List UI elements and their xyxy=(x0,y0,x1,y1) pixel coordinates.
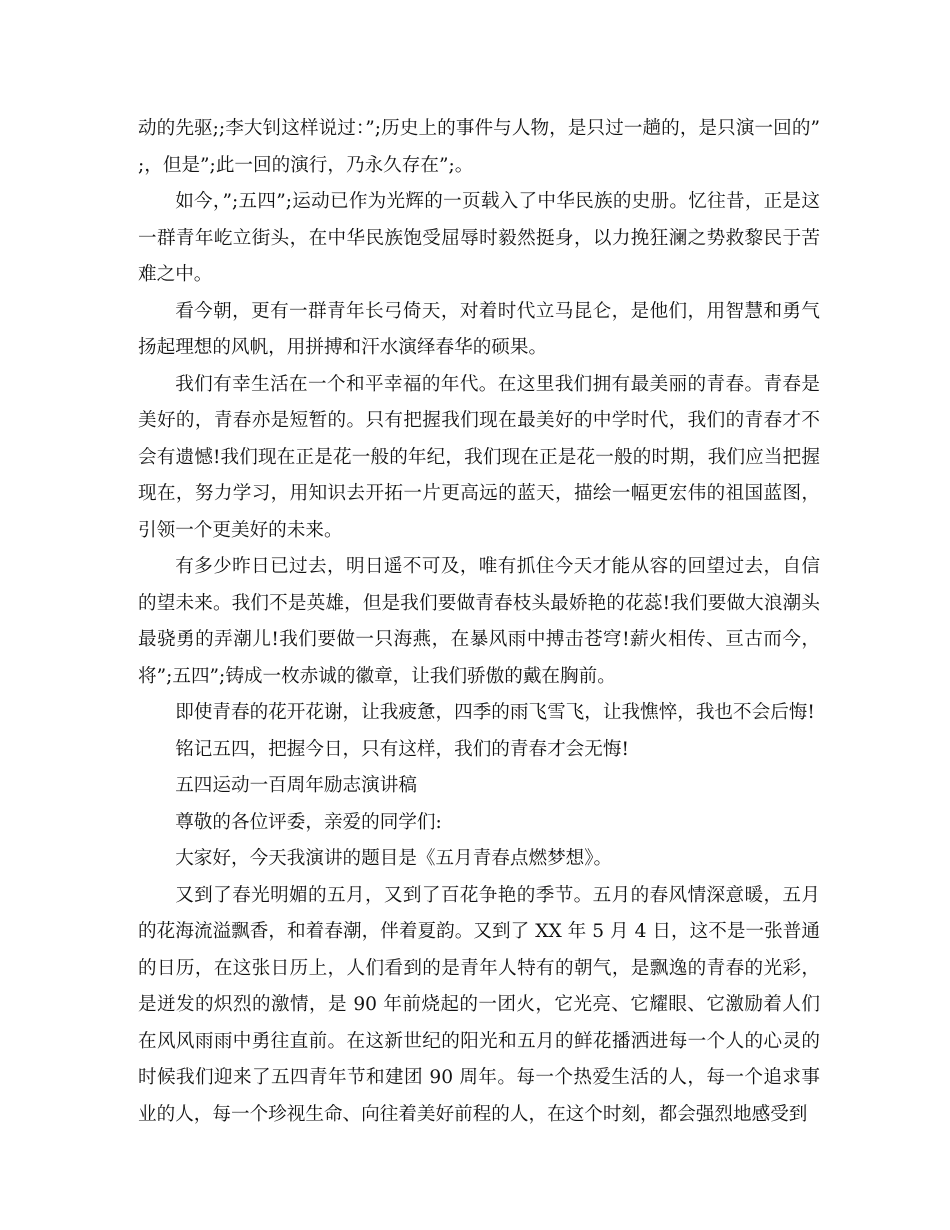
paragraph-7: 铭记五四，把握今日，只有这样，我们的青春才会无悔! xyxy=(175,738,629,760)
salutation: 尊敬的各位评委，亲爱的同学们: xyxy=(175,811,442,833)
paragraph-4: 我们有幸生活在一个和平幸福的年代。在这里我们拥有最美丽的青春。青春是美好的，青春亦是短暂的。只有把握我们现在最美好的中学时代，我们的青春才不会有遗憾!我们现在正是花一般的年纪，我们现在正是花一般的时期，我们应当把握现在，努力学习，用知识去开拓一片更高远的蓝天，描绘一幅更宏伟的祖国蓝图，引领一个更美好的未来。 xyxy=(138,373,820,541)
paragraph-6: 即使青春的花开花谢，让我疲惫，四季的雨飞雪飞，让我憔悴，我也不会后悔! xyxy=(175,702,815,723)
paragraph-2: 如今，”;五四”;运动已作为光辉的一页载入了中华民族的史册。忆往昔，正是这一群青年屹立街头，在中华民族饱受屈辱时毅然挺身，以力挽狂澜之势救黎民于苦难之中。 xyxy=(138,191,820,285)
speech-topic: 大家好，今天我演讲的题目是《五月青春点燃梦想》。 xyxy=(175,848,613,869)
speech-title: 五四运动一百周年励志演讲稿 xyxy=(175,775,417,796)
document-body xyxy=(138,111,820,1133)
paragraph-11: 又到了春光明媚的五月，又到了百花争艳的季节。五月的春风情深意暖，五月的花海流溢飘香，和着春潮，伴着夏韵。又到了 XX 年 5 月 4 日，这不是一张普通的日历，在这张日历上，人们看到的是青年人特有的朝气，是飘逸的青春的光彩，是迸发的炽烈的激情，是 90 年前烧起的一团火，它光亮、它耀眼、它激励着人们在风风雨雨中勇往直前。在这新世纪的阳光和五月的鲜花播洒进每一个人的心灵的时候我们迎来了五四青年节和建团 90 周年。每一个热爱生活的人，每一个追求事业的人，每一个珍视生命、向往着美好前程的人，在这个时刻，都会强烈地感受到 xyxy=(138,884,820,1125)
paragraph-3: 看今朝，更有一群青年长弓倚天，对着时代立马昆仑，是他们，用智慧和勇气扬起理想的风帆，用拼搏和汗水演绎春华的硕果。 xyxy=(138,300,820,358)
paragraph-1: 动的先驱;;李大钊这样说过：”;历史上的事件与人物，是只过一趟的，是只演一回的”;，但是”;此一回的演行，乃永久存在”;。 xyxy=(138,118,820,176)
paragraph-5: 有多少昨日已过去，明日遥不可及，唯有抓住今天才能从容的回望过去，自信的望未来。我们不是英雄，但是我们要做青春枝头最娇艳的花蕊!我们要做大浪潮头最骁勇的弄潮儿!我们要做一只海燕，在暴风雨中搏击苍穹!薪火相传、亘古而今，将”;五四”;铸成一枚赤诚的徽章，让我们骄傲的戴在胸前。 xyxy=(138,556,820,687)
